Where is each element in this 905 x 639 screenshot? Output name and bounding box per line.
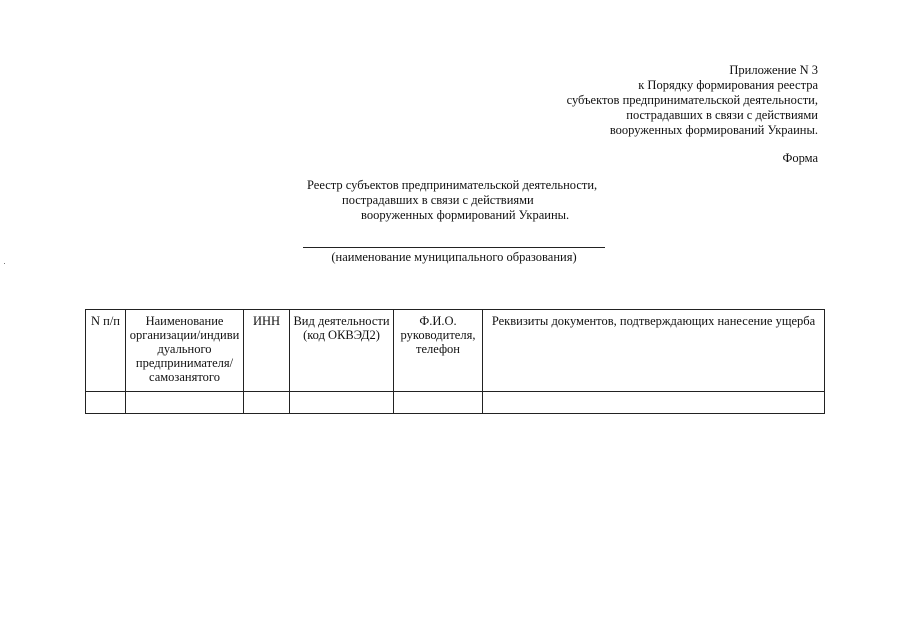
table-cell[interactable]	[394, 392, 483, 414]
appendix-line: вооруженных формирований Украины.	[609, 123, 818, 137]
table-header-row	[86, 310, 825, 392]
appendix-line: пострадавших в связи с действиями	[626, 108, 818, 122]
municipality-caption: (наименование муниципального образования)	[331, 250, 577, 264]
table-cell[interactable]	[290, 392, 394, 414]
title-line: вооруженных формирований Украины.	[361, 208, 570, 222]
table-cell[interactable]	[483, 392, 825, 414]
header-text: Реквизиты документов, подтверждающих нанесение ущерба	[491, 314, 816, 328]
appendix-line: субъектов предпринимательской деятельности,	[566, 93, 818, 107]
appendix-header	[567, 63, 818, 138]
header-text: предпринимателя/	[135, 356, 234, 370]
table-cell[interactable]	[126, 392, 244, 414]
header-text: Вид деятельности	[293, 314, 390, 328]
appendix-line: к Порядку формирования реестра	[638, 78, 818, 92]
title-line: пострадавших в связи с действиями	[342, 193, 534, 207]
header-inn	[244, 310, 290, 392]
table-row	[86, 392, 825, 414]
header-text: Наименование	[145, 314, 224, 328]
header-text: дуального	[157, 342, 212, 356]
document-title	[307, 178, 607, 223]
header-number	[86, 310, 126, 392]
header-text: (код ОКВЭД2)	[303, 328, 380, 342]
form-label: Форма	[782, 151, 818, 165]
title-line: Реестр субъектов предпринимательской деятельности,	[307, 178, 598, 192]
header-text: ИНН	[252, 314, 281, 328]
registry-table	[85, 309, 825, 414]
header-text: Ф.И.О.	[419, 314, 457, 328]
municipality-blank-line	[303, 247, 605, 248]
header-manager	[394, 310, 483, 392]
appendix-line: Приложение N 3	[729, 63, 818, 77]
scan-speck	[4, 263, 5, 264]
table-cell[interactable]	[86, 392, 126, 414]
header-text: N п/п	[90, 314, 120, 328]
header-damage-documents	[483, 310, 825, 392]
header-text: самозанятого	[149, 370, 220, 384]
table-cell[interactable]	[244, 392, 290, 414]
header-text: организации/индиви	[129, 328, 240, 342]
header-activity	[290, 310, 394, 392]
header-text: руководителя,	[400, 328, 476, 342]
header-text: телефон	[416, 342, 460, 356]
header-organization-name	[126, 310, 244, 392]
